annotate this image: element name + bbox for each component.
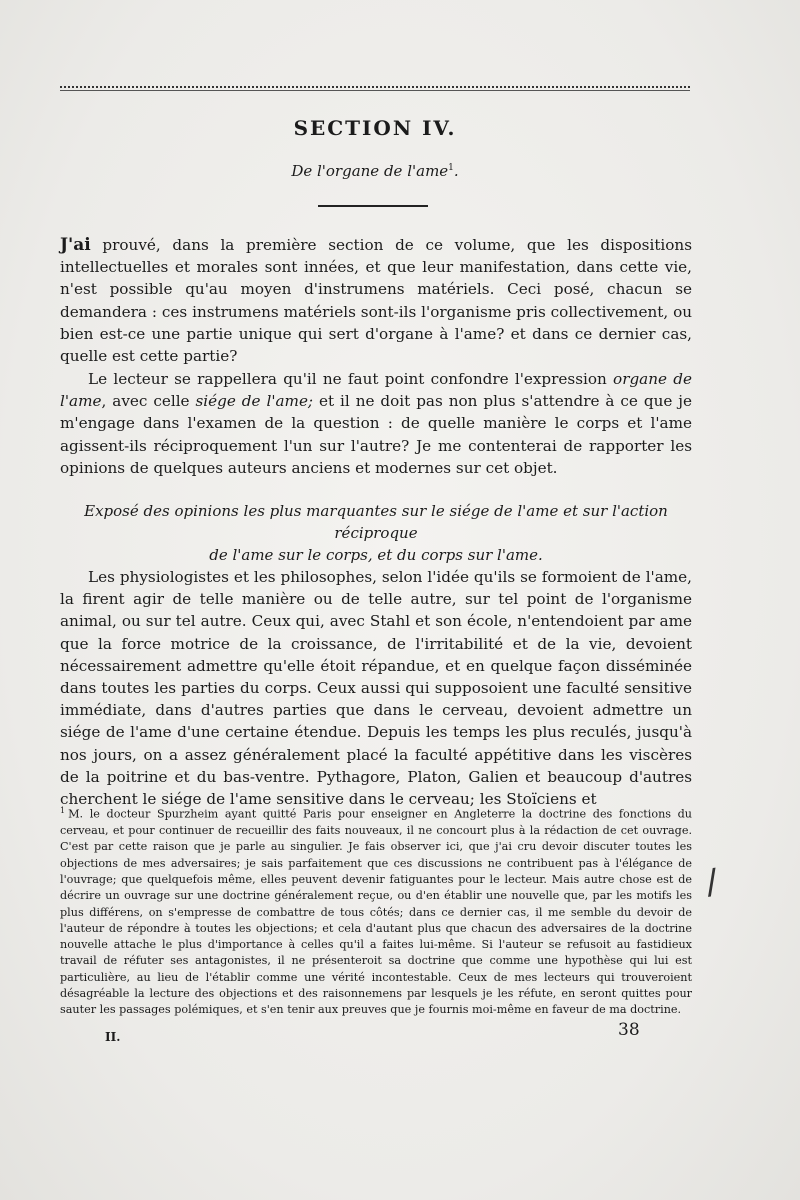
paragraph-1 <box>60 234 692 367</box>
signature-number: 38 <box>618 1020 640 1040</box>
section-subtitle: De l'organe de l'ame$^1$. <box>291 162 459 180</box>
header-rule <box>60 90 690 91</box>
footnote-text: M. le docteur Spurzheim ayant quitté Paris pour enseigner en Angleterre la doctrine des fonctions du cerveau, et pour continuer de recueillir des faits nouveaux, il ne concourt plus à la rédaction de cet ouvrage. C'est par cette raison que je parle au singulier. Je fais observer ici, que j'ai cru devoir discuter toutes les objections de mes adversaires; je sais parfaitement que ces discussions ne contribuent pas à l'élégance de l'ouvrage; que quelquefois même, elles peuvent devenir fatiguantes pour le lecteur. Mais autre chose est de décrire un ouvrage sur une doctrine généralement reçue, ou d'en établir une nouvelle que, par les motifs les plus différens, on s'empresse de combattre de tous côtés; dans ce dernier cas, il me semble du devoir de l'auteur de répondre à toutes les objections; et cela d'autant plus que chacun des adversaires de la doctrine nouvelle attache le plus d'importance à celles qu'il a faites lui-même. Si l'auteur se refusoit au fastidieux travail de réfuter ses antagonistes, il ne présenteroit sa doctrine que comme une hypothèse qui lui est particulière, au lieu de l'établir comme une vérité incontestable. Ceux de mes lecteurs qui trouveroient désagréable la lecture des objections et des raisonnemens par lesquels je les réfute, en seront quittes pour sauter les passages polémiques, et s'en tenir aux preuves que je fournis moi-même en faveur de ma doctrine. <box>60 807 692 1017</box>
volume-number: II. <box>105 1030 121 1044</box>
paragraph-2-em2: siége de l'ame; <box>195 392 314 411</box>
section-divider <box>318 205 428 207</box>
section-title: SECTION IV. <box>293 116 457 140</box>
paragraph-2 <box>60 368 692 479</box>
subtitle-text: De l'organe de l'ame <box>291 162 449 180</box>
subsection-heading <box>60 500 692 566</box>
footnote <box>60 803 692 1019</box>
header-dotted-rule <box>60 86 690 88</box>
paragraph-2-em1: organe de l'ame <box>60 370 692 411</box>
paragraph-2-part3: et il ne doit pas non plus s'attendre à ce que je m'engage dans l'examen de la question : de quelle manière le corps et l'ame agissent-ils réciproquement l'un sur l'autre? Je me contenterai de rapporter les opinions de quelques auteurs anciens et modernes sur cet objet. <box>60 392 693 477</box>
subsection-heading-line2: de l'ame sur le corps, et du corps sur l'ame. <box>209 546 543 564</box>
paragraph-2-part2: , avec celle <box>101 392 196 411</box>
paragraph-1-initial: J'ai <box>60 235 91 255</box>
footnote-ref: 1 <box>448 163 454 173</box>
paragraph-3: Les physiologistes et les philosophes, selon l'idée qu'ils se formoient de l'ame, la firent agir de telle manière ou de telle autre, sur tel point de l'organisme animal, ou sur tel autre. Ceux qui, avec Stahl et son école, n'entendoient par ame que la force motrice de la croissance, de l'irritabilité et de la vie, devoient nécessairement admettre qu'elle étoit répandue, et en quelque façon disséminée dans toutes les parties du corps. Ceux aussi qui supposoient une faculté sensitive immédiate, dans d'autres parties que dans le cerveau, devoient admettre un siége de l'ame d'une certaine étendue. Depuis les temps les plus reculés, jusqu'à nos jours, on a assez généralement placé la faculté appétitive dans les viscères de la poitrine et du bas-ventre. Pythagore, Platon, Galien et beaucoup d'autres cherchent le siége de l'ame sensitive dans le cerveau; les Stoïciens et <box>60 568 692 809</box>
subsection-heading-line1: Exposé des opinions les plus marquantes sur le siége de l'ame et sur l'action réciproque <box>84 502 668 542</box>
handwritten-margin-mark: / <box>703 861 721 903</box>
paragraph-1-text: prouvé, dans la première section de ce volume, que les dispositions intellectuelles et morales sont innées, et que leur manifestation, dans cette vie, n'est possible qu'au moyen d'instrumens matériels. Ceci posé, chacun se demandera : ces instrumens matériels sont-ils l'organisme pris collectivement, ou bien est-ce une partie unique qui sert d'organe à l'ame? et dans ce dernier cas, quelle est cette partie? <box>60 236 692 366</box>
footnote-mark: 1 <box>60 806 66 815</box>
paragraph-2-part1: Le lecteur se rappellera qu'il ne faut point confondre l'expression <box>88 370 614 388</box>
